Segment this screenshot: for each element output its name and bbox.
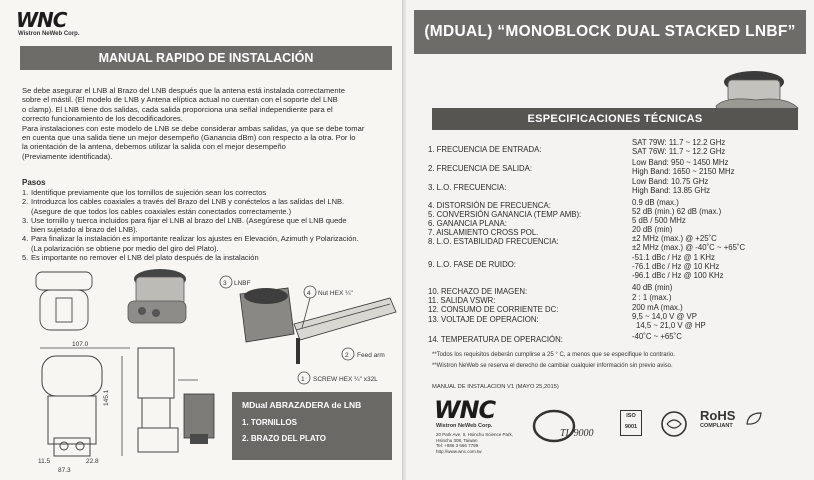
tl9000-logo	[530, 402, 604, 448]
spec-value: -51.1 dBc / Hz @ 1 KHz -76.1 dBc / Hz @ 10 KHz -96.1 dBc / Hz @ 100 KHz	[632, 253, 724, 280]
rohs-logo: RoHS COMPLIANT	[700, 408, 736, 429]
spec-value: 0.9 dB (max.)	[632, 198, 679, 207]
spec-label: 10. RECHAZO DE IMAGEN:	[428, 287, 528, 296]
steps-title: Pasos	[22, 178, 46, 187]
intro-line: en cuenta que una salida tiene un mejor desempeño (Ganancia dBm) con respecto a la otra. Por lo	[22, 133, 356, 143]
svg-text:3: 3	[223, 280, 227, 287]
spec-value: 9,5 ~ 14,0 V @ VP 14,5 ~ 21,0 V @ HP	[632, 312, 706, 330]
company-address: 20 Park Ave. II, Hsinchu Science Park, Hsinchu 308, Taiwan Tel: +886 3 666 7799 http://www.wnc.com.tw	[436, 432, 513, 454]
intro-line: o clamp). El LNB tiene dos salidas, cada salida proporciona una señal independiente para el	[22, 104, 333, 114]
right-page	[406, 0, 814, 480]
dim-width2-label: 22.8	[86, 458, 99, 465]
spec-value: 200 mA (max.)	[632, 303, 683, 312]
step-item: (Asegure de que todos los cables coaxiales están conectados correctamente.)	[31, 206, 292, 216]
intro-line: correcto funcionamiento de los decodificadores.	[22, 114, 183, 124]
step-item: bien sujetado al brazo del LNB).	[31, 225, 138, 235]
spec-label: 7. AISLAMIENTO CROSS POL.	[428, 228, 539, 237]
lnbf-label: LNBF	[234, 280, 251, 287]
installation-diagram	[210, 268, 400, 388]
dim-height-label: 145.1	[103, 389, 110, 406]
spec-label: 5. CONVERSIÓN GANANCIA (TEMP AMB):	[428, 210, 582, 219]
clamp-info-box	[232, 392, 392, 460]
dim-top-label: 107.0	[72, 341, 89, 348]
spec-label: 11. SALIDA VSWR:	[428, 296, 496, 305]
manual-title: MANUAL RAPIDO DE INSTALACIÓN	[20, 46, 392, 70]
intro-line: la orientación de la antena, debemos utilizar la salida con el mejor desempeño	[22, 142, 286, 152]
wnc-logo: WNC	[16, 8, 67, 32]
intro-line: (Previamente identificada).	[22, 151, 113, 161]
spec-label: 2. FRECUENCIA DE SALIDA:	[428, 164, 532, 173]
svg-text:4: 4	[307, 290, 311, 297]
step-item: 2. Introduzca los cables coaxiales a través del Brazo del LNB y conéctelos a las salidas del LNB.	[22, 197, 345, 207]
iso-9001-logo: ISO 9001	[620, 410, 642, 436]
spec-value: ±2 MHz (max.) @ +25˚C ±2 MHz (max.) @ -40˚C ~ +65˚C	[632, 234, 746, 252]
clamp-title: MDual ABRAZADERA de LNB	[242, 400, 362, 410]
leaf-icon	[744, 410, 764, 428]
step-item: 5. Es importante no remover el LNB del plato después de la instalación	[22, 253, 259, 263]
wnc-logo: WNC	[434, 396, 496, 424]
note-rights: **Wistron NeWeb se reserva el derecho de cambiar cualquier información sin previo aviso.	[432, 363, 673, 369]
spec-label: 9. L.O. FASE DE RUIDO:	[428, 260, 516, 269]
spec-label: 3. L.O. FRECUENCIA:	[428, 183, 507, 192]
spec-label: 8. L.O. ESTABILIDAD FRECUENCIA:	[428, 237, 559, 246]
clamp-item-screws: 1. TORNILLOS	[242, 418, 297, 427]
wnc-logo-subtitle: Wistron NeWeb Corp.	[18, 31, 80, 37]
dim-width1-label: 11.5	[38, 458, 51, 465]
clamp-item-arm: 2. BRAZO DEL PLATO	[242, 434, 327, 443]
lnb-outline-drawing	[30, 268, 100, 338]
spec-label: 12. CONSUMO DE CORRIENTE DC:	[428, 305, 559, 314]
svg-text:TL 9000: TL 9000	[560, 428, 594, 439]
left-page	[0, 0, 404, 480]
feed-arm-label: Feed arm	[357, 352, 385, 359]
intro-line: Para instalaciones con este modelo de LNB se debe considerar ambas salidas, ya que se debe tomar	[22, 123, 365, 133]
steps-list	[22, 188, 397, 262]
intro-line: Se debe asegurar el LNB al Brazo del LNB después que la antena está instalada correctamente	[22, 86, 345, 95]
spec-label: 14. TEMPERATURA DE OPERACIÓN:	[428, 335, 563, 344]
specs-title: ESPECIFICACIONES TÉCNICAS	[432, 108, 798, 130]
intro-paragraph	[22, 86, 394, 161]
spec-value: 20 dB (min)	[632, 225, 673, 234]
nut-label: Nut HEX ¼"	[318, 290, 353, 297]
spec-value: 52 dB (min.) 62 dB (max.)	[632, 207, 722, 216]
spec-value: SAT 79W: 11.7 ~ 12.2 GHz SAT 76W: 11.7 ~ 12.2 GHz	[632, 138, 726, 156]
intro-line: sobre el mástil. (El modelo de LNB y Antena elíptica actual no cuentan con el soporte del LNB	[22, 95, 338, 105]
spec-value: -40˚C ~ +65˚C	[632, 332, 682, 341]
spec-value: Low Band: 10.75 GHz High Band: 13.85 GHz	[632, 177, 711, 195]
step-item: 4. Para finalizar la instalación es importante realizar los ajustes en Elevación, Azimuth y Polarización.	[22, 234, 359, 244]
lnb-photo	[120, 265, 195, 335]
step-item: 3. Use tornillo y tuerca incluidos para fijar el LNB al brazo del LNB. (Asegúrese que el LNB quede	[22, 215, 347, 225]
spec-value: 5 dB / 500 MHz	[632, 216, 686, 225]
spec-value: 40 dB (min)	[632, 283, 673, 292]
spec-value: Low Band: 950 ~ 1450 MHz High Band: 1650 ~ 2150 MHz	[632, 158, 735, 176]
certification-seal-icon	[660, 410, 688, 438]
spec-label: 4. DISTORSIÓN DE FRECUENCA:	[428, 201, 551, 210]
screw-label: SCREW HEX ¼" x32L	[313, 376, 378, 383]
svg-text:1: 1	[301, 376, 305, 383]
product-title: (MDUAL) “MONOBLOCK DUAL STACKED LNBF”	[414, 10, 806, 54]
note-conditions: **Todos los requisitos deberán cumplirse a 25 ° C, a menos que se especifique lo contrario.	[432, 352, 675, 358]
dim-bottom-label: 87.3	[58, 467, 71, 474]
spec-label: 1. FRECUENCIA DE ENTRADA:	[428, 145, 542, 154]
spec-value: 2 : 1 (max.)	[632, 293, 672, 302]
step-item: 1. Identifique previamente que los tornillos de sujeción sean los correctos	[22, 188, 267, 197]
svg-text:2: 2	[345, 352, 349, 359]
spec-label: 6. GANANCIA PLANA:	[428, 219, 507, 228]
step-item: (La polarización se obtiene por medio del giro del Plato).	[31, 243, 219, 253]
manual-version: MANUAL DE INSTALACION V1 (MAYO 25,2015)	[432, 384, 559, 390]
spec-label: 13. VOLTAJE DE OPERACION:	[428, 315, 539, 324]
wnc-logo-subtitle: Wistron NeWeb Corp.	[436, 423, 493, 429]
dimension-drawing	[30, 340, 140, 475]
clamp-photo	[178, 388, 228, 450]
